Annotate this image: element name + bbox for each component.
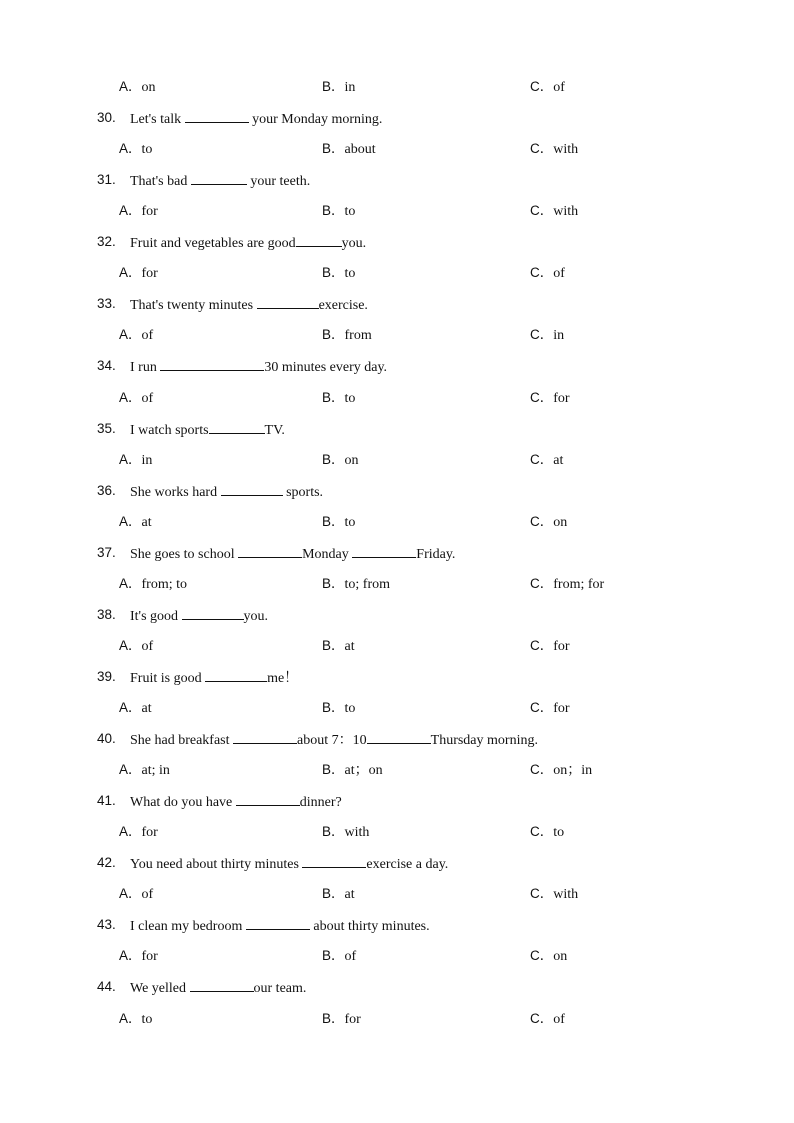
option-text: on (141, 80, 156, 95)
option-text: to (141, 1011, 153, 1027)
question-text (130, 481, 323, 503)
answer-blank[interactable] (191, 170, 247, 185)
option-letter: B． (322, 141, 345, 157)
option-letter: B． (322, 79, 345, 94)
option-text: from (344, 328, 372, 344)
question-text-part: Monday (302, 546, 353, 562)
answer-blank[interactable] (185, 108, 249, 123)
question-line (0, 232, 794, 252)
question-text-part: Thursday morning. (430, 733, 538, 749)
option-text: at (344, 638, 355, 654)
option-c[interactable] (530, 946, 567, 967)
answer-blank[interactable] (209, 419, 265, 434)
option-b[interactable] (322, 698, 355, 719)
question-text (130, 356, 387, 378)
option-text: at; in (141, 763, 170, 779)
option-letter: C． (530, 79, 554, 94)
question-line (0, 543, 794, 563)
option-letter: B． (322, 700, 345, 715)
option-a[interactable] (119, 263, 158, 284)
option-letter: A． (119, 637, 142, 653)
option-text: for (141, 204, 158, 220)
question-text-part: you. (243, 608, 269, 624)
option-a[interactable] (119, 450, 152, 471)
options-line (0, 325, 794, 345)
option-a[interactable] (119, 388, 153, 409)
option-letter: C． (530, 265, 554, 281)
option-letter: A． (119, 948, 142, 964)
option-text: to (553, 825, 565, 841)
option-text: for (553, 390, 570, 406)
question-number: 39. (97, 668, 116, 684)
question-text-part: Friday. (416, 546, 456, 562)
option-b[interactable] (322, 325, 372, 346)
question-text-part: She goes to school (130, 546, 239, 562)
options-line (0, 760, 794, 780)
option-a[interactable] (119, 139, 152, 160)
option-text: at (344, 887, 355, 903)
option-b[interactable] (322, 388, 355, 409)
option-b[interactable] (322, 574, 390, 595)
option-letter: C． (530, 513, 554, 529)
question-line (0, 481, 794, 501)
option-letter: B． (322, 886, 345, 902)
option-text: of (141, 638, 154, 654)
answer-blank[interactable] (257, 294, 319, 309)
option-letter: B． (322, 265, 345, 281)
options-line (0, 512, 794, 532)
option-letter: A． (119, 575, 142, 591)
option-a[interactable] (119, 1009, 152, 1030)
answer-blank[interactable] (238, 543, 302, 558)
question-line (0, 729, 794, 749)
option-c[interactable] (530, 760, 592, 781)
option-a[interactable] (119, 512, 152, 533)
options-line (0, 698, 794, 718)
option-letter: C． (530, 948, 554, 964)
option-letter: B． (322, 762, 345, 778)
question-number: 32. (97, 234, 116, 250)
question-text (130, 543, 455, 565)
option-text: from; for (553, 576, 605, 592)
option-text: at (141, 701, 152, 716)
option-letter: A． (119, 389, 142, 405)
question-line (0, 356, 794, 376)
option-text: to (141, 142, 153, 158)
options-line (0, 574, 794, 594)
options-line (0, 77, 794, 97)
option-b[interactable] (322, 946, 356, 967)
question-text-part: Let's talk (130, 112, 185, 128)
option-c[interactable] (530, 263, 565, 284)
answer-blank[interactable] (367, 729, 431, 744)
option-text: from; to (141, 576, 188, 592)
options-line (0, 139, 794, 159)
option-b[interactable] (322, 263, 355, 284)
option-text: on；in (553, 763, 593, 779)
question-text (130, 419, 285, 441)
option-a[interactable] (119, 884, 153, 905)
question-text (130, 853, 448, 875)
option-letter: C． (530, 451, 554, 467)
question-number: 38. (97, 606, 116, 622)
option-b[interactable] (322, 77, 355, 98)
question-line (0, 667, 794, 687)
option-a[interactable] (119, 325, 153, 346)
question-number: 35. (97, 420, 116, 436)
question-text (130, 791, 342, 813)
question-text-part: exercise. (318, 298, 368, 314)
question-line (0, 977, 794, 997)
option-text: for (553, 638, 570, 654)
question-text-part: you. (341, 236, 367, 252)
options-line (0, 388, 794, 408)
option-text: for (344, 1011, 361, 1027)
option-a[interactable] (119, 698, 152, 719)
question-number: 30. (97, 110, 116, 126)
option-letter: A． (119, 762, 142, 778)
option-text: to (344, 204, 356, 220)
options-line (0, 263, 794, 283)
option-text: of (141, 328, 154, 344)
option-letter: A． (119, 141, 142, 157)
option-letter: A． (119, 451, 142, 467)
question-text-part: Fruit is good (130, 670, 206, 686)
option-letter: C． (530, 203, 554, 219)
option-letter: C． (530, 637, 554, 653)
question-text (130, 294, 368, 316)
question-text-part: You need about thirty minutes (130, 857, 303, 873)
question-text-part: We yelled (130, 981, 190, 997)
option-letter: A． (119, 886, 142, 902)
question-number: 33. (97, 296, 116, 312)
options-line (0, 884, 794, 904)
question-text-part: about 7：10 (297, 733, 367, 749)
question-number: 34. (97, 358, 116, 374)
options-line (0, 1009, 794, 1029)
question-number: 41. (97, 793, 116, 809)
option-text: of (553, 80, 565, 95)
option-letter: A． (119, 203, 142, 219)
option-c[interactable] (530, 325, 564, 346)
option-letter: C． (530, 389, 554, 405)
option-letter: C． (530, 762, 554, 778)
option-text: for (141, 949, 158, 965)
option-text: on (553, 949, 568, 965)
question-text-part: our team. (253, 981, 307, 997)
question-text-part: 30 minutes every day. (264, 360, 388, 376)
option-letter: A． (119, 1010, 142, 1026)
option-c[interactable] (530, 574, 604, 595)
options-line (0, 201, 794, 221)
option-a[interactable] (119, 822, 158, 843)
option-a[interactable] (119, 636, 153, 657)
option-text: at (141, 514, 152, 530)
option-letter: C． (530, 327, 554, 343)
option-text: with (553, 887, 579, 903)
option-a[interactable] (119, 201, 158, 222)
question-line (0, 853, 794, 873)
question-text-part: I watch sports (130, 422, 209, 438)
option-letter: A． (119, 79, 142, 94)
question-line (0, 605, 794, 625)
option-c[interactable] (530, 822, 564, 843)
answer-blank[interactable] (190, 977, 254, 992)
answer-blank[interactable] (352, 543, 416, 558)
option-letter: B． (322, 327, 345, 343)
answer-blank[interactable] (233, 729, 297, 744)
question-text (130, 170, 310, 192)
option-letter: A． (119, 824, 142, 840)
option-text: to; from (344, 576, 391, 592)
option-text: to (344, 514, 356, 530)
option-c[interactable] (530, 388, 570, 409)
option-b[interactable] (322, 636, 355, 657)
option-c[interactable] (530, 139, 578, 160)
option-text: for (141, 266, 158, 282)
option-text: with (553, 204, 579, 220)
question-text-part: your teeth. (246, 174, 311, 190)
question-text-part: She works hard (130, 484, 221, 500)
option-letter: B． (322, 203, 345, 219)
question-text-part: What do you have (130, 795, 236, 811)
option-b[interactable] (322, 1009, 361, 1030)
question-number: 37. (97, 544, 116, 560)
option-text: on (344, 452, 359, 468)
option-b[interactable] (322, 760, 383, 781)
option-letter: B． (322, 513, 345, 529)
option-text: at (553, 452, 564, 468)
question-text-part: That's twenty minutes (130, 298, 257, 314)
question-text-part: me！ (267, 670, 299, 686)
question-text-part: That's bad (130, 174, 191, 190)
question-text-part: exercise a day. (366, 857, 449, 873)
question-line (0, 791, 794, 811)
question-line (0, 294, 794, 314)
question-number: 40. (97, 731, 116, 747)
question-number: 44. (97, 979, 116, 995)
option-letter: B． (322, 451, 345, 467)
option-text: for (553, 701, 570, 716)
option-letter: B． (322, 389, 345, 405)
option-b[interactable] (322, 450, 359, 471)
answer-blank[interactable] (182, 605, 244, 620)
option-text: with (553, 142, 579, 158)
option-c[interactable] (530, 636, 570, 657)
option-letter: C． (530, 141, 554, 157)
option-b[interactable] (322, 884, 355, 905)
option-letter: C． (530, 700, 554, 715)
options-line (0, 450, 794, 470)
question-text-part: dinner? (299, 795, 342, 811)
option-a[interactable] (119, 760, 170, 781)
option-text: in (553, 328, 565, 344)
question-text-part: I clean my bedroom (130, 919, 246, 935)
option-letter: A． (119, 513, 142, 529)
options-line (0, 946, 794, 966)
answer-blank[interactable] (246, 915, 310, 930)
option-a[interactable] (119, 77, 156, 98)
option-letter: B． (322, 824, 345, 840)
option-text: of (553, 1011, 565, 1027)
question-line (0, 915, 794, 935)
option-letter: B． (322, 1010, 345, 1026)
option-c[interactable] (530, 450, 563, 471)
option-c[interactable] (530, 698, 570, 719)
question-text (130, 667, 298, 689)
question-text-part: She had breakfast (130, 733, 234, 749)
option-c[interactable] (530, 77, 565, 98)
question-number: 43. (97, 917, 116, 933)
option-text: of (553, 266, 565, 282)
option-text: about (344, 142, 376, 158)
option-a[interactable] (119, 946, 158, 967)
option-letter: A． (119, 265, 142, 281)
question-line (0, 419, 794, 439)
option-text: to (344, 701, 356, 716)
option-letter: C． (530, 824, 554, 840)
question-text (130, 729, 538, 751)
option-a[interactable] (119, 574, 187, 595)
question-line (0, 170, 794, 190)
option-text: for (141, 825, 158, 841)
answer-blank[interactable] (205, 667, 267, 682)
option-c[interactable] (530, 512, 567, 533)
question-text-part: your Monday morning. (248, 112, 383, 128)
question-number: 42. (97, 855, 116, 871)
option-letter: B． (322, 575, 345, 591)
option-c[interactable] (530, 1009, 565, 1030)
option-b[interactable] (322, 201, 355, 222)
option-text: to (344, 390, 356, 406)
option-letter: C． (530, 1010, 554, 1026)
question-text-part: about thirty minutes. (309, 919, 430, 935)
question-number: 36. (97, 482, 116, 498)
answer-blank[interactable] (160, 356, 264, 371)
answer-blank[interactable] (302, 853, 366, 868)
question-text-part: Fruit and vegetables are good (130, 236, 296, 252)
option-letter: A． (119, 327, 142, 343)
option-text: with (344, 825, 370, 841)
option-text: of (141, 390, 154, 406)
question-text (130, 915, 430, 937)
option-letter: C． (530, 575, 554, 591)
option-letter: C． (530, 886, 554, 902)
option-letter: A． (119, 700, 142, 715)
option-c[interactable] (530, 201, 578, 222)
option-b[interactable] (322, 822, 369, 843)
question-number: 31. (97, 172, 116, 188)
option-b[interactable] (322, 139, 376, 160)
answer-blank[interactable] (236, 791, 300, 806)
options-line (0, 636, 794, 656)
question-line (0, 108, 794, 128)
option-text: to (344, 266, 356, 282)
question-text-part: I run (130, 360, 161, 376)
option-b[interactable] (322, 512, 355, 533)
option-letter: B． (322, 637, 345, 653)
option-c[interactable] (530, 884, 578, 905)
options-line (0, 822, 794, 842)
option-text: at；on (344, 763, 383, 779)
answer-blank[interactable] (296, 232, 342, 247)
option-letter: B． (322, 948, 345, 964)
option-text: in (344, 80, 356, 95)
question-text (130, 977, 306, 999)
question-text (130, 232, 366, 254)
option-text: in (141, 452, 153, 468)
question-text-part: sports. (282, 484, 324, 500)
option-text: on (553, 514, 568, 530)
question-text (130, 108, 382, 130)
option-text: of (141, 887, 154, 903)
question-text-part: TV. (264, 422, 285, 438)
answer-blank[interactable] (221, 481, 283, 496)
option-text: of (344, 949, 357, 965)
question-text (130, 605, 268, 627)
question-text-part: It's good (130, 608, 182, 624)
